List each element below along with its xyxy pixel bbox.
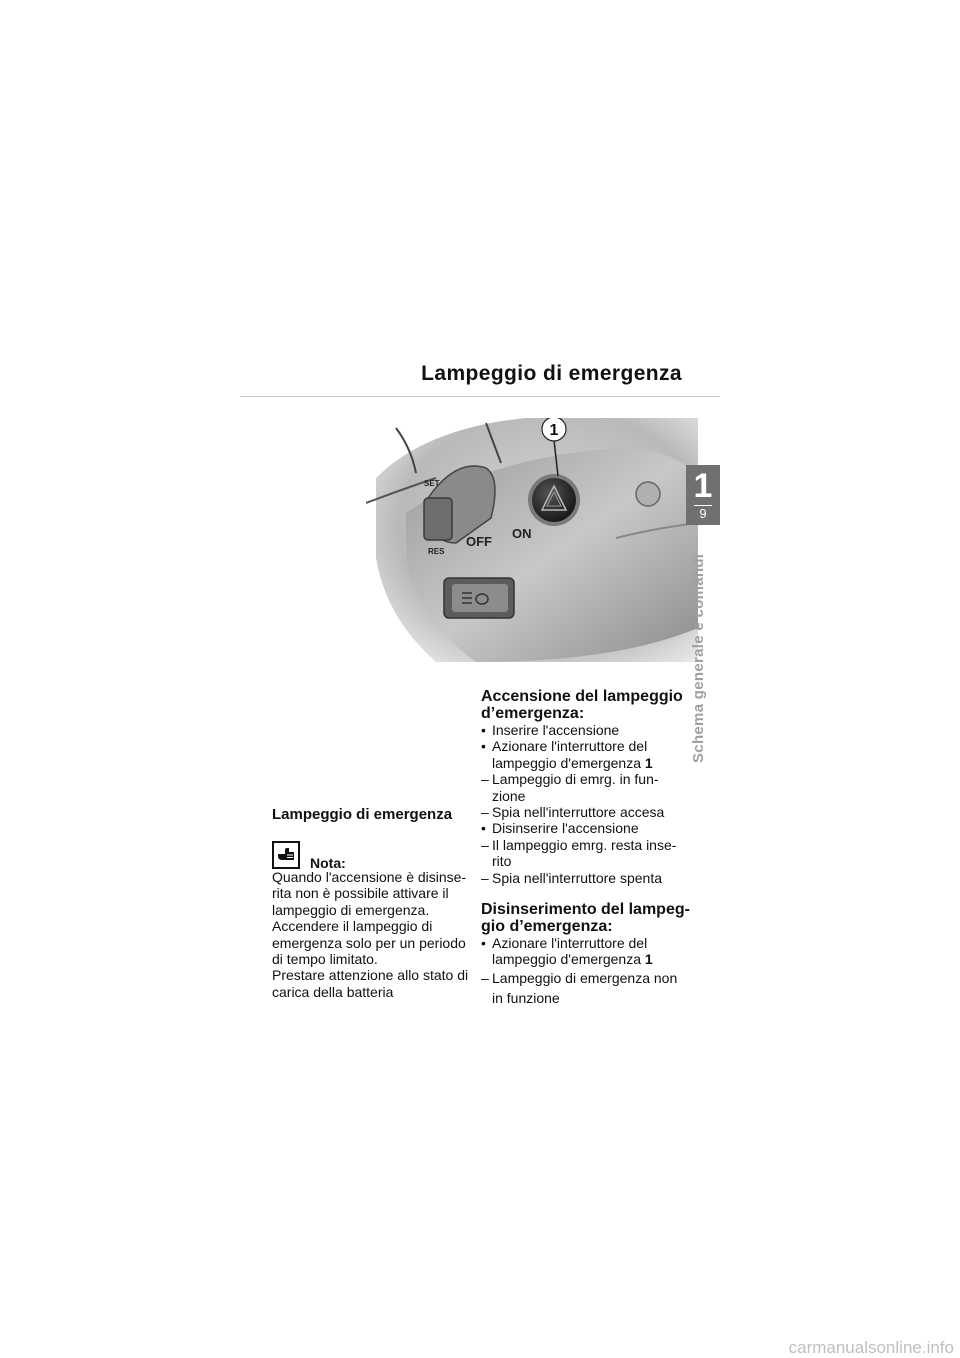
left-heading: Lampeggio di emergenza	[272, 806, 453, 823]
handlebar-switch-photo	[366, 418, 698, 662]
off-label: OFF	[466, 534, 492, 549]
step-text: Azionare l'interruttore del	[492, 738, 648, 755]
deactivation-heading-line: gio d’emergenza:	[481, 918, 613, 936]
list-item	[481, 820, 691, 836]
step-text: Lampeggio di emrg. in fun-	[492, 771, 659, 788]
step-text: Il lampeggio emrg. resta inse-	[492, 836, 677, 853]
step-mark: –	[481, 869, 489, 886]
step-mark: •	[481, 820, 486, 837]
note-text	[272, 869, 472, 1000]
step-text: Disinserire l'accensione	[492, 820, 639, 837]
page-title: Lampeggio di emergenza	[421, 362, 682, 385]
step-mark: –	[481, 804, 489, 821]
note-line: rita non è possibile attivare il	[272, 885, 449, 902]
activation-steps	[481, 722, 691, 886]
deactivation-steps	[481, 935, 691, 1008]
note-line: Prestare attenzione allo stato di	[272, 967, 469, 984]
activation-heading-line: Accensione del lampeggio	[481, 688, 683, 705]
callout-number: 1	[549, 422, 559, 439]
section-label: Schema generale e comandi	[690, 553, 707, 763]
note-line: carica della batteria	[272, 983, 394, 1000]
step-text: Lampeggio di emergenza non	[492, 969, 678, 986]
activation-heading	[481, 688, 691, 722]
step-mark: •	[481, 738, 486, 755]
note-line: Quando l'accensione è disinse-	[272, 869, 467, 885]
note-line: di tempo limitato.	[272, 951, 378, 968]
step-text: zione	[492, 787, 526, 804]
step-ref: 1	[644, 951, 653, 968]
title-divider	[240, 396, 720, 397]
right-column	[481, 688, 691, 1008]
activation-heading-line: d’emergenza:	[481, 705, 585, 722]
step-mark: –	[481, 836, 489, 853]
step-text: lampeggio d'emergenza	[492, 951, 645, 968]
chapter-number: 1	[693, 467, 713, 505]
list-item	[481, 804, 691, 820]
step-ref: 1	[644, 754, 653, 771]
note-line: lampeggio di emergenza.	[272, 901, 430, 918]
deactivation-heading-line: Disinserimento del lampeg-	[481, 901, 690, 919]
on-label: ON	[512, 526, 532, 541]
note-hand-icon	[272, 841, 300, 869]
step-mark: •	[481, 722, 486, 738]
left-column	[272, 806, 472, 1000]
step-text: lampeggio d'emergenza	[492, 754, 645, 771]
step-text: Azionare l'interruttore del	[492, 935, 648, 952]
note-line: emergenza solo per un periodo	[272, 934, 466, 951]
list-item	[481, 722, 691, 738]
res-label: RES	[428, 547, 445, 556]
step-text: in funzione	[492, 989, 560, 1006]
list-item	[481, 771, 691, 804]
list-item	[481, 968, 691, 1008]
step-mark: –	[481, 771, 489, 788]
page-number: 9	[699, 506, 707, 521]
note-line: Accendere il lampeggio di	[272, 918, 433, 935]
note-label: Nota:	[310, 854, 346, 871]
step-text: Inserire l'accensione	[492, 722, 620, 738]
step-text: rito	[492, 853, 512, 870]
list-item	[481, 935, 691, 968]
list-item	[481, 738, 691, 771]
set-label: SET	[424, 479, 440, 488]
step-text: Spia nell'interruttore spenta	[492, 869, 662, 886]
note-header	[272, 841, 472, 869]
chapter-tab	[686, 465, 720, 525]
list-item	[481, 870, 691, 886]
deactivation-heading	[481, 901, 691, 935]
list-item	[481, 837, 691, 870]
step-mark: –	[481, 969, 489, 986]
step-mark: •	[481, 935, 486, 952]
watermark: carmanualsonline.info	[788, 1338, 954, 1357]
step-text: Spia nell'interruttore accesa	[492, 804, 665, 821]
